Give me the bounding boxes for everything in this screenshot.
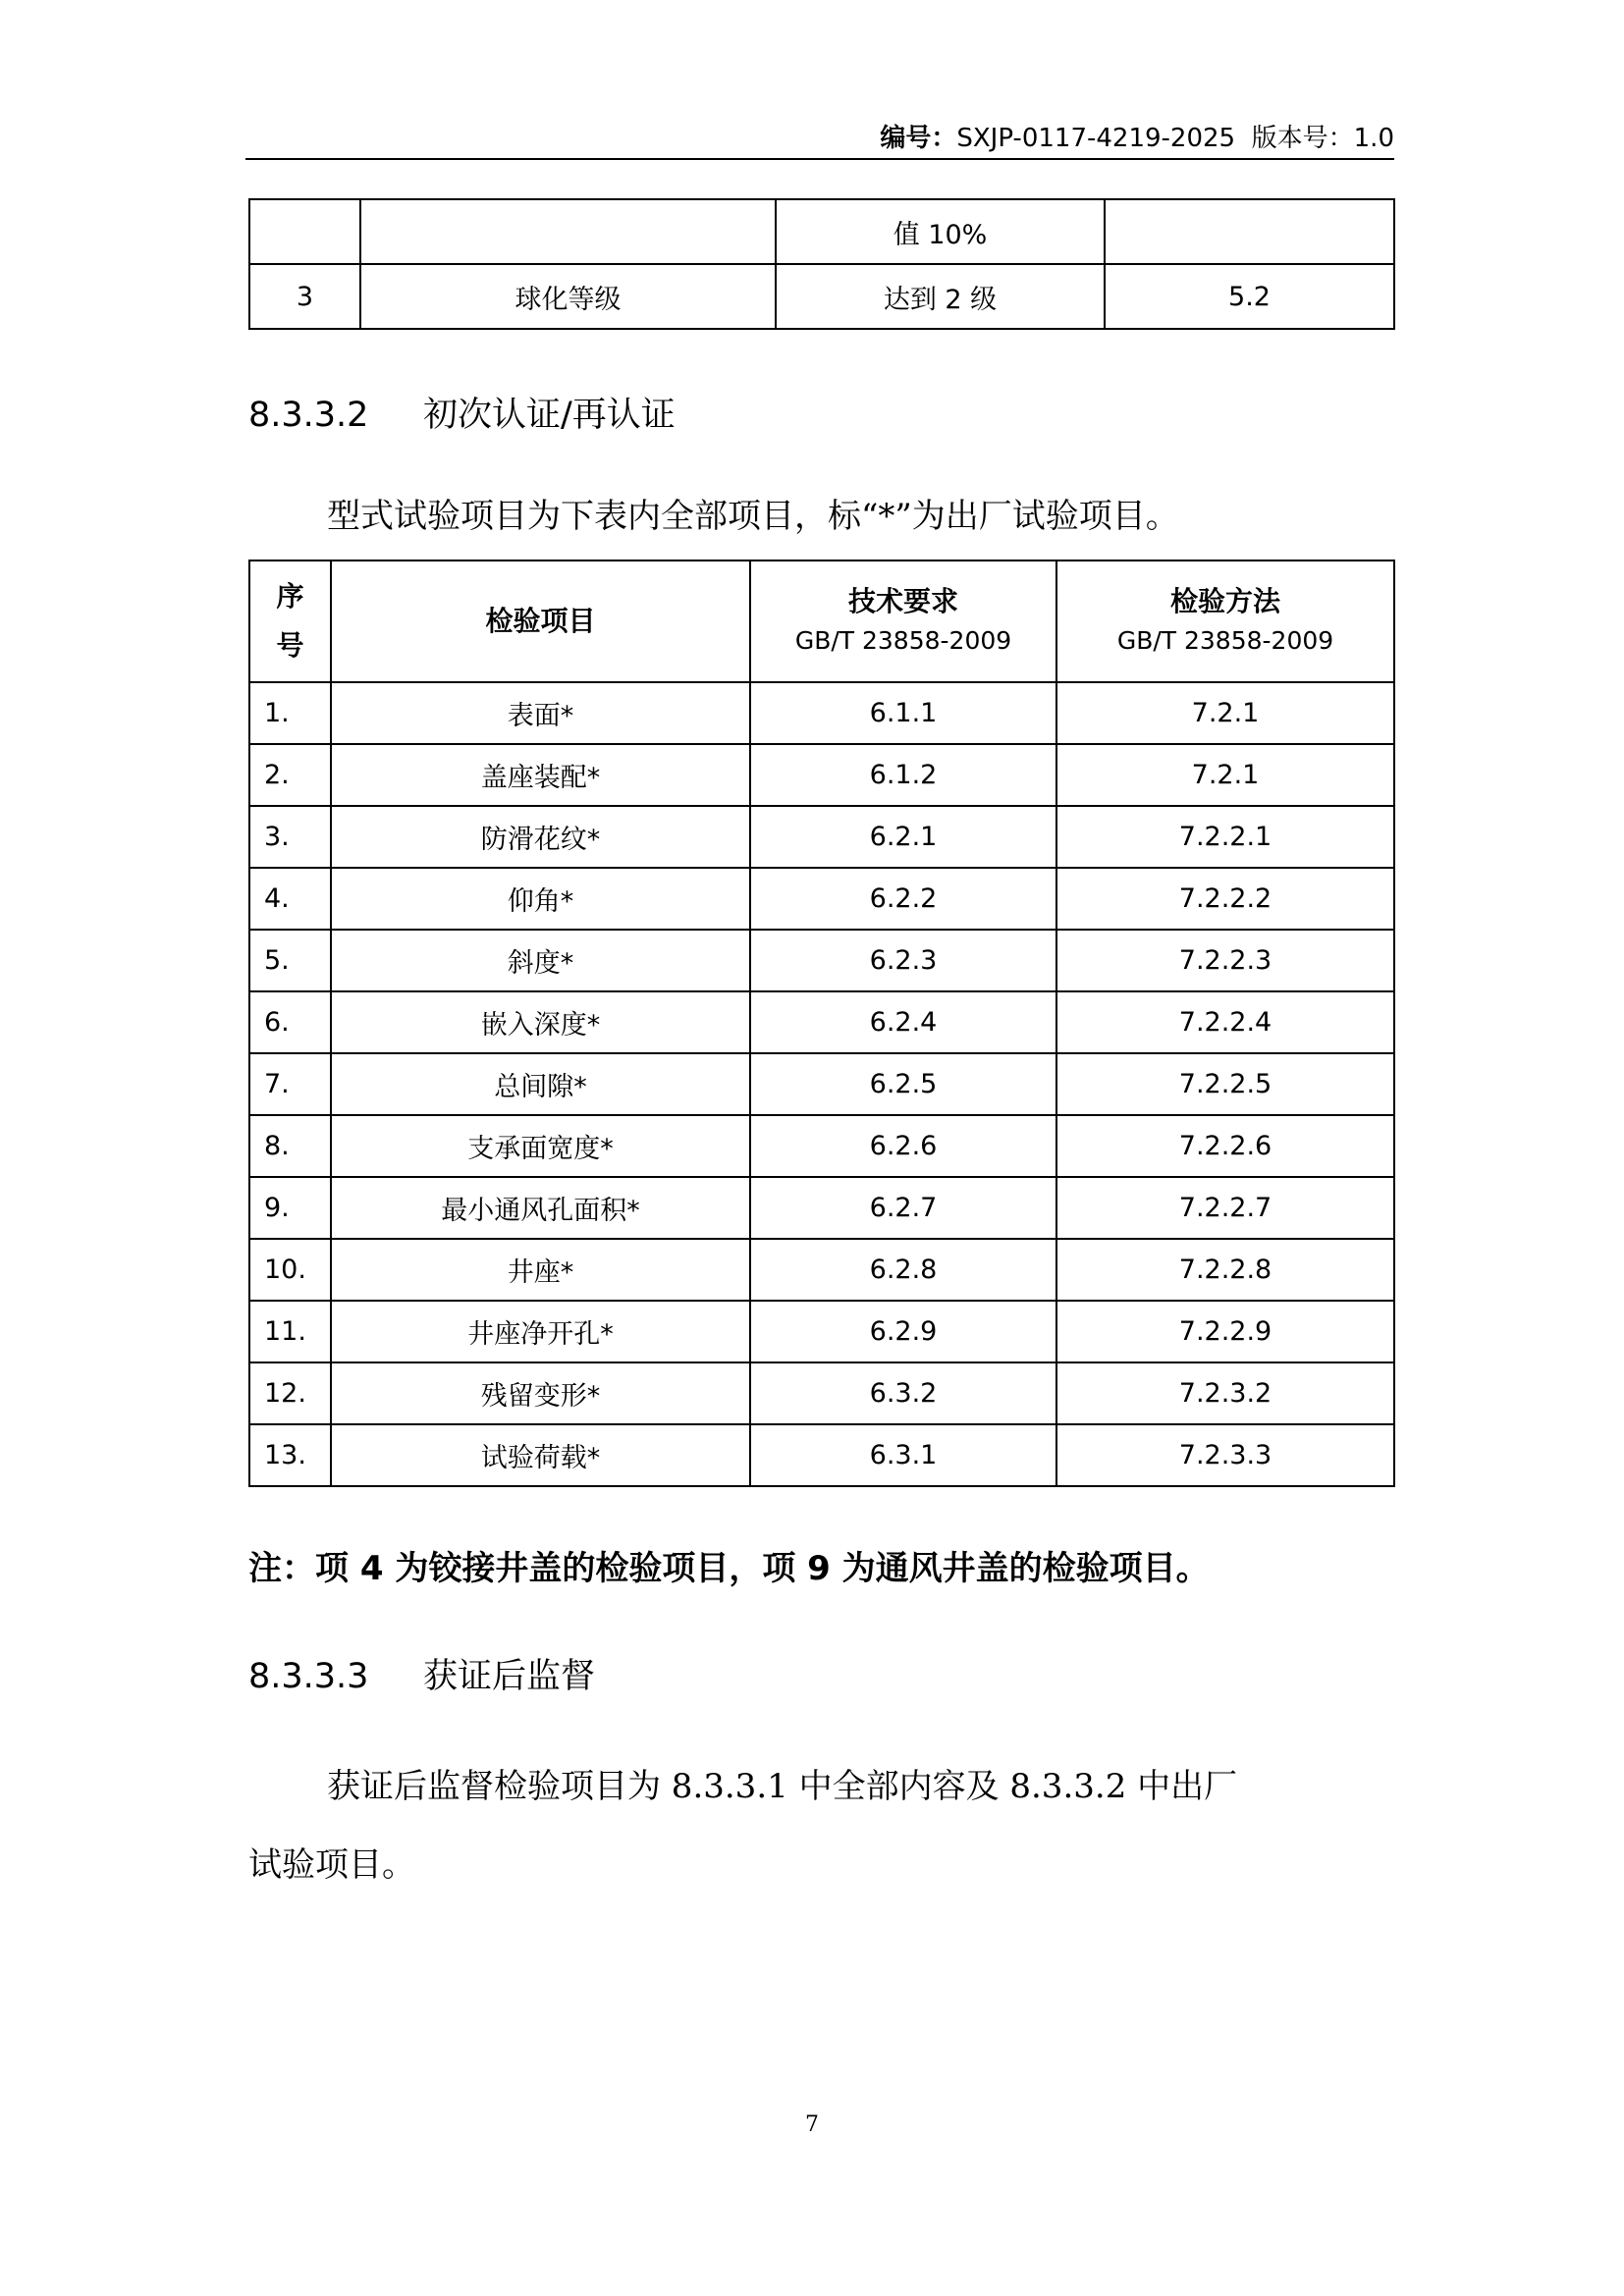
table-cell: 7.2.2.2 bbox=[1056, 868, 1394, 930]
table-cell: 7.2.2.9 bbox=[1056, 1301, 1394, 1362]
table-cell: 5. bbox=[249, 930, 331, 991]
table-row bbox=[249, 1115, 1394, 1177]
code-label: 编号： bbox=[880, 124, 957, 153]
page-header bbox=[245, 118, 1394, 157]
table-cell: 球化等级 bbox=[360, 264, 776, 329]
table-row bbox=[249, 806, 1394, 868]
table-cell: 6.2.5 bbox=[750, 1053, 1056, 1115]
table-row bbox=[249, 1301, 1394, 1362]
table-cell: 7.2.2.8 bbox=[1056, 1239, 1394, 1301]
table-cell: 支承面宽度* bbox=[331, 1115, 750, 1177]
table-cell: 2. bbox=[249, 744, 331, 806]
table-row bbox=[249, 1362, 1394, 1424]
header-requirement-standard: GB/T 23858-2009 bbox=[794, 626, 1012, 655]
table-row bbox=[249, 930, 1394, 991]
code-value: SXJP-0117-4219-2025 bbox=[956, 124, 1236, 153]
table-cell: 6.2.2 bbox=[750, 868, 1056, 930]
table-cell: 表面* bbox=[331, 682, 750, 744]
header-divider bbox=[245, 158, 1394, 160]
version-label: 版本号： bbox=[1251, 124, 1354, 153]
table-cell: 6.2.9 bbox=[750, 1301, 1056, 1362]
table-cell: 8. bbox=[249, 1115, 331, 1177]
table-cell: 7.2.3.2 bbox=[1056, 1362, 1394, 1424]
table-cell: 3. bbox=[249, 806, 331, 868]
table-cell: 7. bbox=[249, 1053, 331, 1115]
section-number: 8.3.3.3 bbox=[248, 1657, 369, 1696]
table-cell: 6.3.2 bbox=[750, 1362, 1056, 1424]
table-cell: 值 10% bbox=[776, 199, 1105, 264]
section-title: 初次认证/再认证 bbox=[423, 396, 676, 435]
table-cell: 12. bbox=[249, 1362, 331, 1424]
header-method-standard: GB/T 23858-2009 bbox=[1116, 626, 1334, 655]
section-body-line1: 获证后监督检验项目为 8.3.3.1 中全部内容及 8.3.3.2 中出厂 bbox=[327, 1767, 1238, 1806]
page-number: 7 bbox=[805, 2112, 819, 2137]
table-note: 注：项 4 为铰接井盖的检验项目，项 9 为通风井盖的检验项目。 bbox=[248, 1549, 1210, 1588]
header-requirement-label: 技术要求 bbox=[847, 585, 958, 617]
table-cell: 7.2.1 bbox=[1056, 744, 1394, 806]
header-method-label: 检验方法 bbox=[1169, 585, 1280, 617]
table-cell: 达到 2 级 bbox=[776, 264, 1105, 329]
section-heading-8332 bbox=[248, 388, 676, 437]
section-body-line2: 试验项目。 bbox=[248, 1845, 415, 1885]
table-cell: 6.2.8 bbox=[750, 1239, 1056, 1301]
table-cell: 7.2.2.4 bbox=[1056, 991, 1394, 1053]
table-cell: 5.2 bbox=[1105, 264, 1394, 329]
table-cell: 7.2.2.1 bbox=[1056, 806, 1394, 868]
section-title: 获证后监督 bbox=[423, 1657, 596, 1696]
table-cell: 7.2.1 bbox=[1056, 682, 1394, 744]
table-cell: 3 bbox=[249, 264, 360, 329]
header-requirement bbox=[750, 561, 1056, 682]
section-heading-8333 bbox=[248, 1649, 595, 1698]
table-row bbox=[249, 264, 1394, 329]
table-row bbox=[249, 199, 1394, 264]
table-cell: 6.2.3 bbox=[750, 930, 1056, 991]
table-cell: 最小通风孔面积* bbox=[331, 1177, 750, 1239]
table-row bbox=[249, 991, 1394, 1053]
table-cell: 残留变形* bbox=[331, 1362, 750, 1424]
table-cell bbox=[1105, 199, 1394, 264]
table-cell: 6.2.6 bbox=[750, 1115, 1056, 1177]
table-row bbox=[249, 682, 1394, 744]
document-code bbox=[880, 118, 1394, 154]
table-cell: 井座* bbox=[331, 1239, 750, 1301]
header-no: 序号 bbox=[249, 561, 331, 682]
table-cell: 6.3.1 bbox=[750, 1424, 1056, 1486]
header-method bbox=[1056, 561, 1394, 682]
table-cell: 7.2.2.6 bbox=[1056, 1115, 1394, 1177]
table-cell: 6. bbox=[249, 991, 331, 1053]
table-row bbox=[249, 1053, 1394, 1115]
table-cell: 6.2.1 bbox=[750, 806, 1056, 868]
table-cell: 仰角* bbox=[331, 868, 750, 930]
table-cell: 井座净开孔* bbox=[331, 1301, 750, 1362]
table-cell: 1. bbox=[249, 682, 331, 744]
table-cell: 斜度* bbox=[331, 930, 750, 991]
table-cell: 7.2.2.7 bbox=[1056, 1177, 1394, 1239]
continued-table bbox=[248, 198, 1395, 330]
table-cell: 嵌入深度* bbox=[331, 991, 750, 1053]
table-cell: 4. bbox=[249, 868, 331, 930]
table-cell: 10. bbox=[249, 1239, 331, 1301]
section-intro: 型式试验项目为下表内全部项目，标“*”为出厂试验项目。 bbox=[327, 497, 1179, 536]
inspection-items-table bbox=[248, 560, 1395, 1487]
table-cell: 7.2.2.5 bbox=[1056, 1053, 1394, 1115]
header-item: 检验项目 bbox=[331, 561, 750, 682]
table-cell: 11. bbox=[249, 1301, 331, 1362]
table-cell: 6.2.7 bbox=[750, 1177, 1056, 1239]
table-row bbox=[249, 1177, 1394, 1239]
table-cell: 防滑花纹* bbox=[331, 806, 750, 868]
table-cell: 6.1.2 bbox=[750, 744, 1056, 806]
table-header-row bbox=[249, 561, 1394, 682]
table-cell bbox=[360, 199, 776, 264]
table-row bbox=[249, 1239, 1394, 1301]
table-row bbox=[249, 868, 1394, 930]
table-cell: 6.1.1 bbox=[750, 682, 1056, 744]
table-cell: 6.2.4 bbox=[750, 991, 1056, 1053]
table-cell: 9. bbox=[249, 1177, 331, 1239]
table-cell: 7.2.3.3 bbox=[1056, 1424, 1394, 1486]
table-row bbox=[249, 744, 1394, 806]
table-cell: 盖座装配* bbox=[331, 744, 750, 806]
table-cell: 试验荷载* bbox=[331, 1424, 750, 1486]
table-row bbox=[249, 1424, 1394, 1486]
section-number: 8.3.3.2 bbox=[248, 396, 369, 435]
table-cell: 总间隙* bbox=[331, 1053, 750, 1115]
table-cell bbox=[249, 199, 360, 264]
table-cell: 13. bbox=[249, 1424, 331, 1486]
table-cell: 7.2.2.3 bbox=[1056, 930, 1394, 991]
version-value: 1.0 bbox=[1353, 124, 1394, 153]
